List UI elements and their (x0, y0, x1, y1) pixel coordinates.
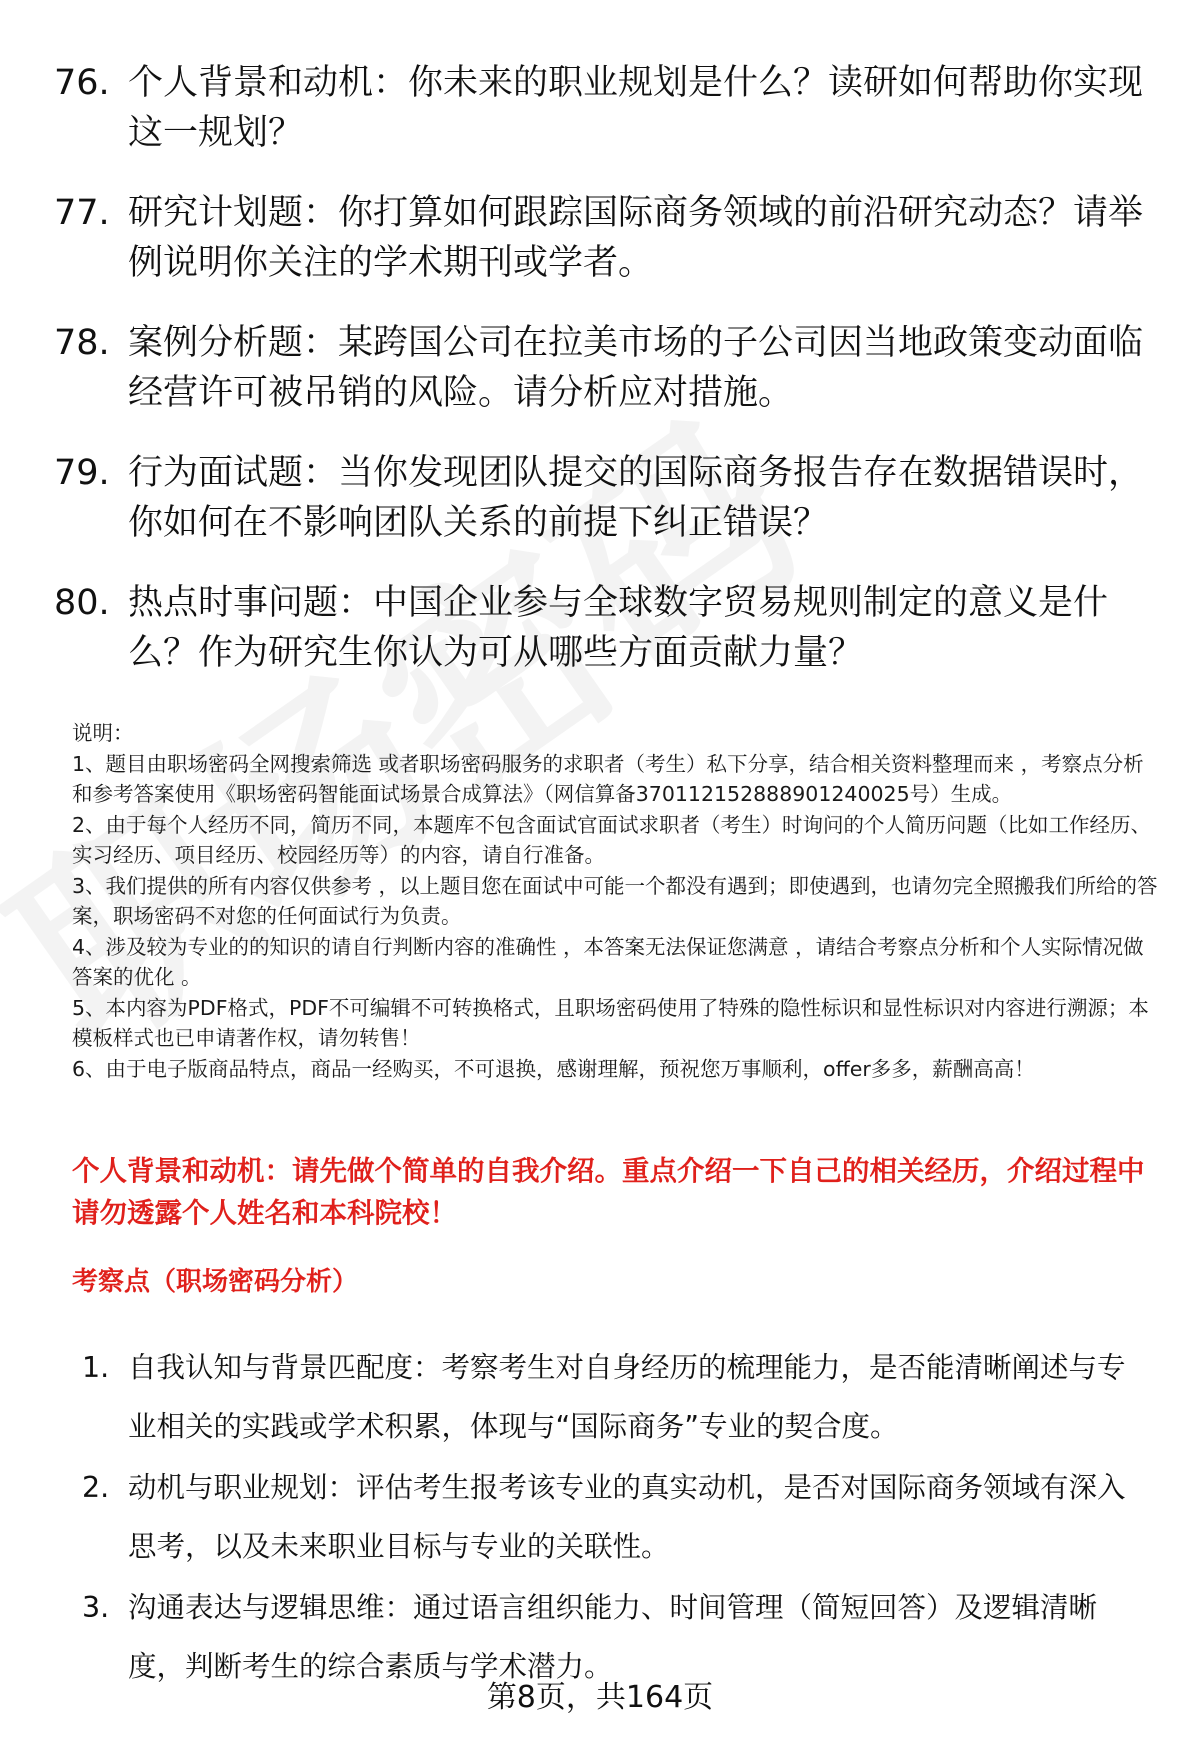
question-number: 79. (54, 453, 110, 493)
question-text: 行为面试题：当你发现团队提交的国际商务报告存在数据错误时，你如何在不影响团队关系的前提下纠正错误？ (128, 453, 1144, 543)
question-item (54, 188, 1144, 288)
question-number: 77. (54, 193, 110, 233)
note-item: 3、我们提供的所有内容仅供参考 ，以上题目您在面试中可能一个都没有遇到；即使遇到，也请勿完全照搬我们所给的答案，职场密码不对您的任何面试行为负责。 (72, 873, 1158, 928)
analysis-heading: 考察点（职场密码分析） (72, 1267, 359, 1297)
question-number: 78. (54, 323, 110, 363)
page-footer: 第8页，共164页 (486, 1680, 714, 1715)
question-title: 个人背景和动机：请先做个简单的自我介绍。重点介绍一下自己的相关经历，介绍过程中请勿透露个人姓名和本科院校！ (72, 1155, 1145, 1229)
point-text: 自我认知与背景匹配度：考察考生对自身经历的梳理能力，是否能清晰阐述与专业相关的实践或学术积累，体现与“国际商务”专业的契合度。 (128, 1351, 1126, 1443)
question-item (54, 578, 1144, 678)
analysis-point (82, 1338, 1152, 1456)
note-item: 4、涉及较为专业的的知识的请自行判断内容的准确性 ，本答案无法保证您满意 ，请结合考察点分析和个人实际情况做答案的优化 。 (72, 934, 1144, 989)
question-number: 76. (54, 63, 110, 103)
point-number: 3. (82, 1591, 110, 1624)
question-item (54, 58, 1144, 158)
note-item: 2、由于每个人经历不同，简历不同，本题库不包含面试官面试求职者（考生）时询问的个人简历问题（比如工作经历、实习经历、项目经历、校园经历等）的内容，请自行准备。 (72, 812, 1152, 867)
question-text: 个人背景和动机：你未来的职业规划是什么？读研如何帮助你实现这一规划？ (128, 63, 1144, 153)
question-text: 热点时事问题：中国企业参与全球数字贸易规则制定的意义是什么？作为研究生你认为可从哪些方面贡献力量？ (128, 583, 1109, 673)
point-number: 1. (82, 1351, 110, 1384)
note-item: 5、本内容为PDF格式，PDF不可编辑不可转换格式，且职场密码使用了特殊的隐性标识和显性标识对内容进行溯源；本模板样式也已申请著作权，请勿转售！ (72, 995, 1149, 1050)
point-text: 沟通表达与逻辑思维：通过语言组织能力、时间管理（简短回答）及逻辑清晰度，判断考生的综合素质与学术潜力。 (128, 1591, 1098, 1683)
question-text: 研究计划题：你打算如何跟踪国际商务领域的前沿研究动态？请举例说明你关注的学术期刊或学者。 (128, 193, 1144, 283)
note-item: 1、题目由职场密码全网搜索筛选 或者职场密码服务的求职者（考生）私下分享，结合相关资料整理而来 ，考察点分析和参考答案使用《职场密码智能面试场景合成算法》（网信算备370112152888901240025号）生成。 (72, 751, 1144, 806)
question-number: 80. (54, 583, 110, 623)
notes-heading: 说明： (72, 721, 134, 745)
point-text: 动机与职业规划：评估考生报考该专业的真实动机，是否对国际商务领域有深入思考，以及未来职业目标与专业的关联性。 (128, 1471, 1126, 1563)
note-item: 6、由于电子版商品特点，商品一经购买，不可退换，感谢理解，预祝您万事顺利，offer多多，薪酬高高！ (72, 1056, 1035, 1081)
question-item (54, 448, 1144, 548)
analysis-points (82, 1338, 1152, 1698)
notes-section (72, 718, 1162, 1084)
question-list (54, 58, 1144, 708)
question-text: 案例分析题：某跨国公司在拉美市场的子公司因当地政策变动面临经营许可被吊销的风险。请分析应对措施。 (128, 323, 1144, 413)
point-number: 2. (82, 1471, 110, 1504)
analysis-point (82, 1458, 1152, 1576)
question-item (54, 318, 1144, 418)
